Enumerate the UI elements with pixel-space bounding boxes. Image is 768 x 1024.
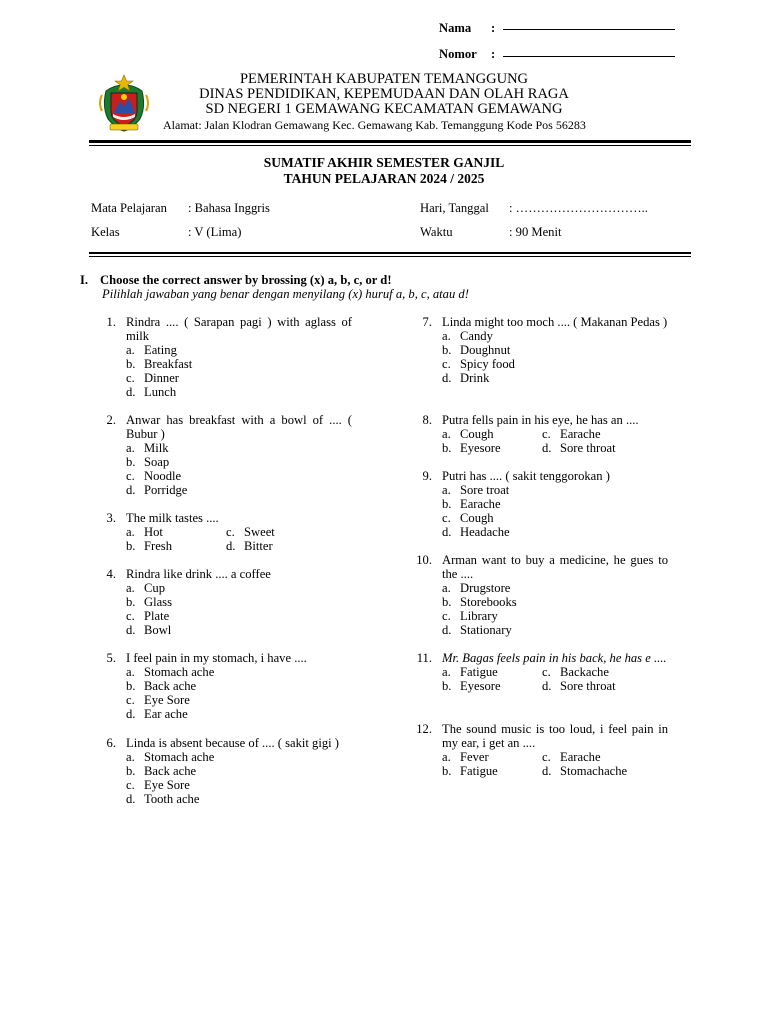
answer-option[interactable]: a. Milk [126, 441, 169, 455]
answer-options [442, 750, 668, 778]
question-stem: Anwar has breakfast with a bowl of .... ( Bubur ) [126, 413, 352, 441]
answer-option[interactable]: d. Lunch [126, 385, 177, 399]
answer-option[interactable]: b. Fresh [126, 539, 172, 553]
question-stem: Putra fells pain in his eye, he has an .... [442, 413, 639, 427]
answer-option[interactable]: c. Plate [126, 609, 170, 623]
exam-title: SUMATIF AKHIR SEMESTER GANJIL [263, 155, 505, 170]
question-number: 7. [422, 315, 432, 329]
answer-options [126, 525, 352, 553]
question-number: 10. [416, 553, 432, 567]
answer-option[interactable]: d. Sore throat [542, 679, 616, 693]
info-thin-rule [89, 256, 691, 257]
answer-options [126, 665, 352, 721]
class-label: Kelas [91, 225, 120, 239]
answer-option[interactable]: b. Back ache [126, 679, 197, 693]
letterhead-thick-rule [89, 140, 691, 143]
question-stem: Putri has .... ( sakit tenggorokan ) [442, 469, 610, 483]
time-label: Waktu [420, 225, 453, 239]
question-2 [94, 413, 352, 497]
answer-options [442, 581, 668, 637]
number-field-line[interactable] [503, 56, 675, 57]
question-7 [410, 315, 668, 385]
answer-option[interactable]: c. Eye Sore [126, 778, 190, 792]
answer-option[interactable]: b. Fatigue [442, 764, 498, 778]
number-colon: : [491, 47, 496, 61]
answer-options [442, 329, 668, 385]
question-number: 12. [416, 722, 432, 736]
question-number: 3. [106, 511, 116, 525]
question-number: 4. [106, 567, 116, 581]
name-colon: : [491, 21, 496, 35]
question-number: 6. [106, 736, 116, 750]
answer-option[interactable]: b. Doughnut [442, 343, 511, 357]
answer-option[interactable]: a. Sore troat [442, 483, 510, 497]
letterhead-school-line: SD NEGERI 1 GEMAWANG KECAMATAN GEMAWANG [205, 101, 563, 117]
time-value: : 90 Menit [509, 225, 562, 239]
answer-option[interactable]: c. Backache [542, 665, 609, 679]
answer-option[interactable]: a. Hot [126, 525, 163, 539]
question-10 [410, 553, 668, 637]
answer-option[interactable]: a. Stomach ache [126, 665, 215, 679]
answer-option[interactable]: d. Bitter [226, 539, 273, 553]
question-number: 9. [422, 469, 432, 483]
letterhead-government-line: PEMERINTAH KABUPATEN TEMANGGUNG [239, 71, 529, 87]
answer-options [126, 750, 352, 806]
number-label: Nomor [439, 47, 477, 61]
question-12 [410, 722, 668, 778]
answer-option[interactable]: d. Stomachache [542, 764, 628, 778]
letterhead-department-line: DINAS PENDIDIKAN, KEPEMUDAAN DAN OLAH RAGA [199, 86, 569, 102]
question-3 [94, 511, 352, 553]
answer-option[interactable]: c. Eye Sore [126, 693, 190, 707]
letterhead-thin-rule [89, 145, 691, 146]
answer-option[interactable]: c. Earache [542, 750, 601, 764]
answer-option[interactable]: a. Stomach ache [126, 750, 215, 764]
question-number: 8. [422, 413, 432, 427]
answer-option[interactable]: c. Cough [442, 511, 494, 525]
answer-option[interactable]: c. Earache [542, 427, 601, 441]
question-6 [94, 736, 352, 806]
answer-options [442, 483, 668, 539]
answer-option[interactable]: a. Candy [442, 329, 493, 343]
answer-options [442, 427, 668, 455]
info-thick-rule [89, 252, 691, 254]
answer-option[interactable]: b. Breakfast [126, 357, 193, 371]
answer-option[interactable]: a. Fever [442, 750, 489, 764]
answer-options [126, 441, 352, 497]
question-stem: Linda is absent because of .... ( sakit gigi ) [126, 736, 339, 750]
answer-option[interactable]: d. Tooth ache [126, 792, 200, 806]
answer-option[interactable]: d. Ear ache [126, 707, 188, 721]
answer-option[interactable]: c. Noodle [126, 469, 182, 483]
answer-option[interactable]: d. Bowl [126, 623, 172, 637]
answer-option[interactable]: c. Library [442, 609, 498, 623]
letterhead-address: Alamat: Jalan Klodran Gemawang Kec. Gemawang Kab. Temanggung Kode Pos 56283 [163, 118, 586, 132]
name-field-line[interactable] [503, 29, 675, 30]
name-label: Nama [439, 21, 472, 35]
answer-option[interactable]: d. Drink [442, 371, 490, 385]
question-stem: Rindra .... ( Sarapan pagi ) with aglass of milk [126, 315, 352, 343]
answer-option[interactable]: a. Eating [126, 343, 177, 357]
exam-year: TAHUN PELAJARAN 2024 / 2025 [283, 171, 485, 186]
answer-options [442, 665, 668, 693]
answer-option[interactable]: b. Glass [126, 595, 172, 609]
answer-option[interactable]: b. Earache [442, 497, 501, 511]
section-instruction-translation: Pilihlah jawaban yang benar dengan menyilang (x) huruf a, b, c, atau d! [102, 287, 469, 301]
question-number: 2. [106, 413, 116, 427]
answer-option[interactable]: b. Back ache [126, 764, 197, 778]
question-stem: I feel pain in my stomach, i have .... [126, 651, 307, 665]
question-5 [94, 651, 352, 721]
answer-option[interactable]: a. Cup [126, 581, 165, 595]
question-stem: Arman want to buy a medicine, he gues to the .... [442, 553, 668, 581]
date-value[interactable]: : ………………………….. [509, 201, 648, 215]
question-4 [94, 567, 352, 637]
answer-option[interactable]: b. Eyesore [442, 679, 501, 693]
answer-option[interactable]: a. Drugstore [442, 581, 511, 595]
answer-options [126, 343, 352, 399]
date-label: Hari, Tanggal [420, 201, 489, 215]
answer-option[interactable]: d. Headache [442, 525, 510, 539]
section-instruction: Choose the correct answer by brossing (x) a, b, c, or d! [100, 273, 392, 287]
answer-option[interactable]: c. Spicy food [442, 357, 515, 371]
question-9 [410, 469, 668, 539]
answer-option[interactable]: b. Storebooks [442, 595, 517, 609]
question-11 [410, 651, 668, 693]
question-stem: The sound music is too loud, i feel pain in my ear, i get an .... [442, 722, 668, 750]
question-stem: The milk tastes .... [126, 511, 219, 525]
class-value: : V (Lima) [188, 225, 242, 239]
question-number: 11. [416, 651, 432, 665]
question-stem: Linda might too moch .... ( Makanan Pedas ) [442, 315, 668, 329]
question-number: 1. [106, 315, 116, 329]
answer-option[interactable]: c. Dinner [126, 371, 179, 385]
answer-option[interactable]: b. Soap [126, 455, 170, 469]
subject-value: : Bahasa Inggris [188, 201, 270, 215]
question-stem: Rindra like drink .... a coffee [126, 567, 271, 581]
answer-option[interactable]: d. Stationary [442, 623, 512, 637]
question-8 [410, 413, 668, 455]
question-stem: Mr. Bagas feels pain in his back, he has e .... [442, 651, 667, 665]
answer-option[interactable]: b. Eyesore [442, 441, 501, 455]
answer-option[interactable]: a. Cough [442, 427, 494, 441]
section-numeral: I. [80, 273, 89, 287]
subject-label: Mata Pelajaran [91, 201, 167, 215]
answer-option[interactable]: a. Fatigue [442, 665, 498, 679]
answer-option[interactable]: d. Sore throat [542, 441, 616, 455]
answer-options [126, 581, 352, 637]
answer-option[interactable]: c. Sweet [226, 525, 275, 539]
answer-option[interactable]: d. Porridge [126, 483, 188, 497]
question-1 [94, 315, 352, 399]
question-number: 5. [106, 651, 116, 665]
